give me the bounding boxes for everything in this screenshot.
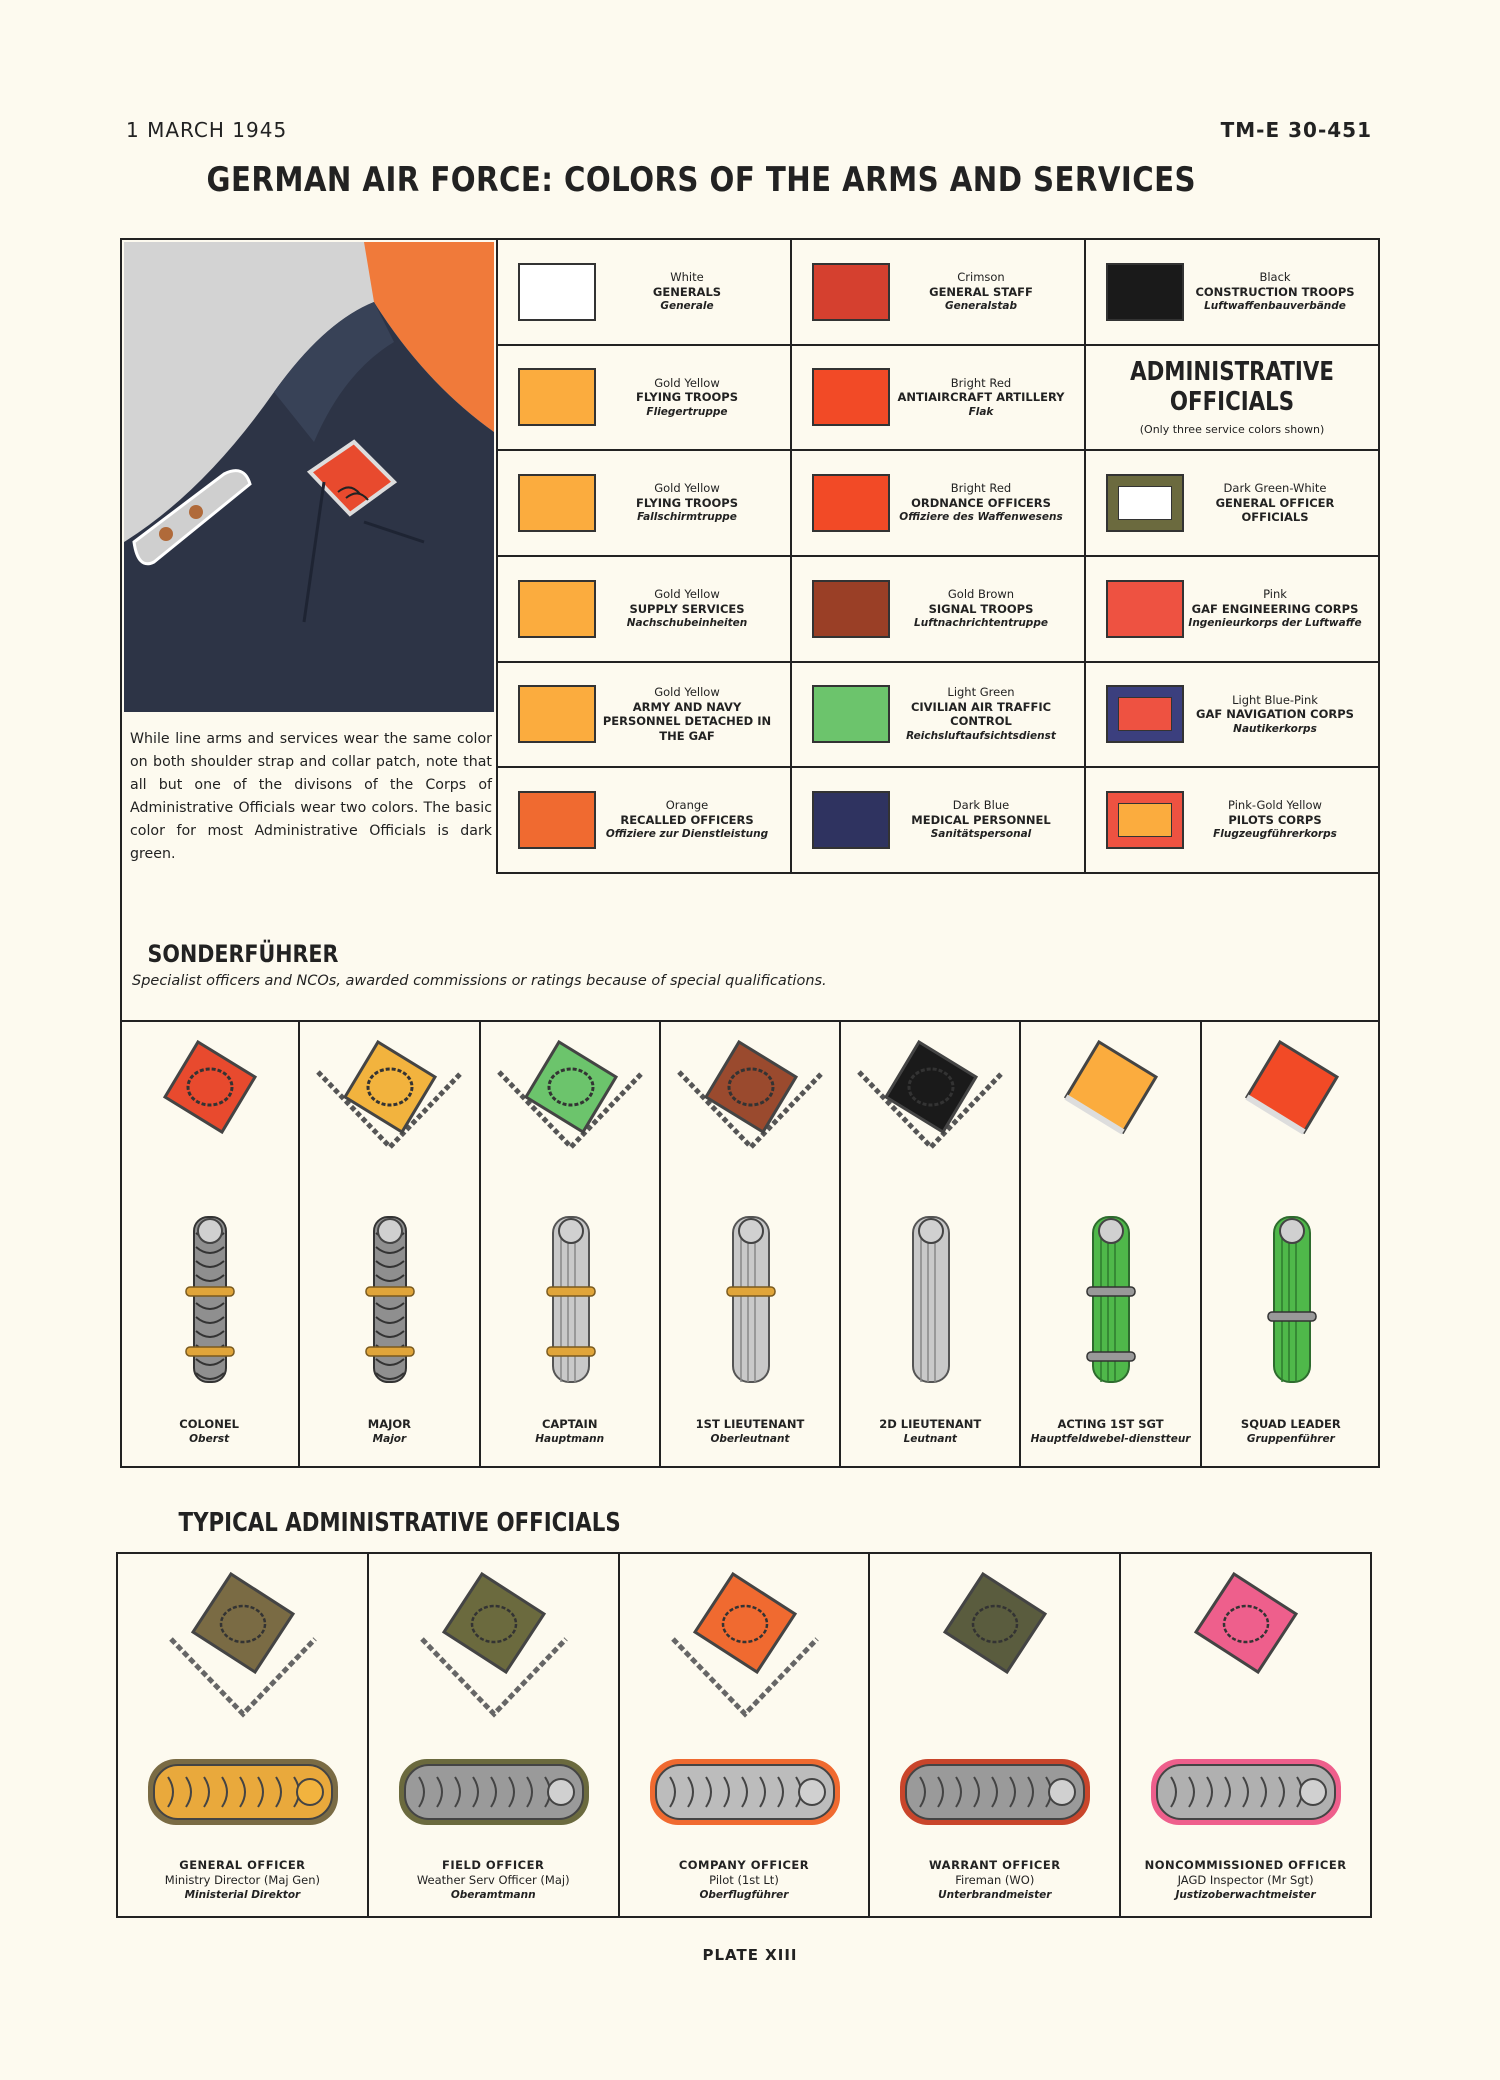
service-german-name: Luftwaffenbauverbände [1204,300,1346,313]
color-name: Bright Red [950,481,1012,496]
rank-english: CAPTAIN [541,1417,598,1431]
color-text [1184,693,1366,737]
rank-english: 1ST LIEUTENANT [695,1417,805,1431]
color-text [596,376,778,420]
administrative-insignia [870,1554,1120,1854]
administrative-title: TYPICAL ADMINISTRATIVE OFFICIALS [178,1508,621,1538]
rank-pip [1087,1352,1135,1361]
color-cell [792,663,1086,769]
strap-button [548,1779,574,1805]
rank-german: Hauptmann [535,1433,605,1445]
rank-pip [547,1347,595,1356]
rank-insignia [300,1022,480,1412]
color-swatch [518,791,596,849]
color-name: Dark Blue [952,798,1010,813]
color-cell [498,768,792,874]
color-text [596,798,778,842]
rank-column [1021,1022,1201,1466]
color-cell [1086,768,1380,874]
color-name: Bright Red [950,375,1012,390]
administrative-label [620,1858,869,1903]
administrative-label [870,1858,1119,1903]
color-text [596,685,778,743]
rank-insignia [1021,1022,1201,1412]
uniform-illustration [124,242,494,712]
service-name: ARMY AND NAVY PERSONNEL DETACHED IN THE GAF [602,699,772,743]
rank-english: ACTING 1ST SGT [1057,1417,1164,1431]
rank-german: Hauptfeldwebel-dienstteur [1030,1433,1191,1445]
intro-paragraph: While line arms and services wear the same color on both shoulder strap and collar patch, note that all but one of the divisons of the Corps of Administrative Officials wear two colors. The basic color for most Administrative Officials is dark green. [130,731,492,862]
service-name: ANTIAIRCRAFT ARTILLERY [897,390,1065,405]
administrative-label [118,1858,367,1903]
rank-english: 2D LIEUTENANT [879,1417,982,1431]
service-name: CIVILIAN AIR TRAFFIC CONTROL [910,699,1052,729]
color-cell [792,768,1086,874]
admin-officials-heading: ADMINISTRATIVE OFFICIALS [1130,357,1334,418]
service-german-name: Sanitätspersonal [930,828,1032,841]
color-name: Black [1259,270,1291,285]
rank-pip [366,1347,414,1356]
color-name: Pink-Gold Yellow [1228,798,1322,813]
rank-insignia [481,1022,661,1412]
collar-patch [1066,1042,1156,1132]
color-name: Gold Brown [947,587,1015,602]
color-text [890,587,1072,631]
administrative-label [369,1858,618,1903]
strap-button [559,1219,583,1243]
rank-label [120,1417,298,1447]
rank-pip [186,1347,234,1356]
administrative-german: Oberamtmann [450,1889,536,1901]
color-text [890,685,1072,743]
rank-english: COLONEL [179,1417,239,1431]
rank-german: Oberst [189,1433,230,1445]
service-german-name: Offiziere des Waffenwesens [899,511,1063,524]
strap-button [1049,1779,1075,1805]
administrative-rank: Weather Serv Officer (Maj) [416,1873,570,1887]
administrative-label [1121,1858,1370,1903]
service-name: FLYING TROOPS [635,390,739,405]
collar-patch [345,1042,435,1132]
service-name: GENERAL STAFF [929,284,1033,299]
administrative-column [1121,1554,1372,1916]
service-german-name: Luftnachrichtentruppe [914,617,1048,630]
administrative-insignia [620,1554,870,1854]
color-name: White [670,270,704,285]
administrative-rank: Pilot (1st Lt) [709,1873,779,1887]
color-name: Light Green [947,685,1015,700]
inner-color-swatch [1118,486,1172,520]
color-text [890,481,1072,525]
collar-patch [165,1042,255,1132]
rank-insignia [120,1022,300,1412]
rank-column [841,1022,1021,1466]
service-name: SIGNAL TROOPS [928,601,1034,616]
rank-english: SQUAD LEADER [1240,1417,1341,1431]
inner-color-swatch [1118,697,1172,731]
color-text [1184,587,1366,631]
rank-column [481,1022,661,1466]
service-name: ORDNANCE OFFICERS [911,495,1051,510]
strap-button [919,1219,943,1243]
service-name: RECALLED OFFICERS [620,812,754,827]
service-name: MEDICAL PERSONNEL [911,812,1051,827]
color-swatch [1106,791,1184,849]
color-text [890,270,1072,314]
color-cell [498,451,792,557]
service-name: FLYING TROOPS [635,495,739,510]
service-german-name: Fallschirmtruppe [637,511,737,524]
strap-button [1300,1779,1326,1805]
strap-button [1280,1219,1304,1243]
color-swatch [812,580,890,638]
rank-label [481,1417,659,1447]
color-name: Gold Yellow [654,685,720,700]
color-swatch [1106,685,1184,743]
color-text [890,376,1072,420]
administrative-insignia [118,1554,368,1854]
color-name: Gold Yellow [654,481,720,496]
color-swatch [518,474,596,532]
rank-english: MAJOR [367,1417,412,1431]
collar-patch [526,1042,616,1132]
service-name: PILOTS CORPS [1228,812,1322,827]
color-name: Gold Yellow [654,375,720,390]
administrative-category: FIELD OFFICER [442,1858,545,1872]
administrative-rank: JAGD Inspector (Mr Sgt) [1177,1873,1314,1887]
collar-patch [1196,1574,1296,1672]
inner-color-swatch [1118,803,1172,837]
rank-german: Gruppenführer [1246,1433,1335,1445]
administrative-column [369,1554,620,1916]
rank-german: Major [372,1433,407,1445]
color-cell [792,346,1086,452]
rank-insignia [1202,1022,1382,1412]
color-swatch [518,368,596,426]
collar-patch [1247,1042,1337,1132]
rank-label [1021,1417,1199,1447]
rank-label [841,1417,1019,1447]
strap-button [799,1779,825,1805]
administrative-category: COMPANY OFFICER [678,1858,810,1872]
sonderfuhrer-ranks [120,1020,1380,1468]
rank-label [661,1417,839,1447]
color-text [1184,481,1366,525]
administrative-german: Justizoberwachtmeister [1175,1889,1316,1901]
collar-patch [444,1574,544,1672]
color-swatch [1106,474,1184,532]
color-swatch [812,368,890,426]
color-name: Light Blue-Pink [1232,692,1318,707]
color-name: Gold Yellow [654,587,720,602]
color-text [596,587,778,631]
service-german-name: Fliegertruppe [646,405,728,418]
color-cell [1086,451,1380,557]
service-german-name: Flugzeugführerkorps [1213,828,1337,841]
color-swatch [518,685,596,743]
service-german-name: Offiziere zur Dienstleistung [605,828,769,841]
rank-pip [727,1287,775,1296]
color-cell [792,557,1086,663]
color-cell [1086,240,1380,346]
manual-number: TM-E 30-451 [1220,118,1372,142]
rank-label [1202,1417,1380,1447]
color-text [596,270,778,314]
strap-button [739,1219,763,1243]
color-swatch [812,474,890,532]
strap-button [378,1219,402,1243]
color-name: Pink [1263,587,1287,602]
color-swatch [1106,263,1184,321]
color-text [890,798,1072,842]
strap-button [198,1219,222,1243]
administrative-column [118,1554,369,1916]
page-title: GERMAN AIR FORCE: COLORS OF THE ARMS AND SERVICES [206,160,1197,200]
plate-number: PLATE XIII [702,1946,798,1964]
color-cell [1086,557,1380,663]
color-text [596,481,778,525]
color-name: Orange [665,798,709,813]
administrative-insignia [369,1554,619,1854]
document-date: 1 MARCH 1945 [126,118,288,142]
service-name: GAF NAVIGATION CORPS [1196,707,1354,722]
rank-pip [1268,1312,1316,1321]
sonderfuhrer-subtitle: Specialist officers and NCOs, awarded commissions or ratings because of special qualifications. [132,973,827,989]
service-german-name: Generalstab [944,300,1018,313]
service-german-name: Generale [660,300,714,313]
service-name: GAF ENGINEERING CORPS [1191,601,1359,616]
service-german-name: Flak [968,405,994,418]
color-cell [1086,346,1380,452]
color-swatch [812,263,890,321]
collar-patch [193,1574,293,1672]
service-name: SUPPLY SERVICES [629,601,745,616]
color-cell [792,451,1086,557]
service-name: GENERAL OFFICER OFFICIALS [1215,495,1335,525]
color-swatch [1106,580,1184,638]
color-cell [498,346,792,452]
sonderfuhrer-title: SONDERFÜHRER [147,940,339,968]
administrative-items [116,1552,1372,1918]
rank-column [120,1022,300,1466]
service-german-name: Ingenieurkorps der Luftwaffe [1188,617,1362,630]
rank-column [300,1022,480,1466]
administrative-german: Ministerial Direktor [184,1889,301,1901]
admin-officials-note: (Only three service colors shown) [1139,423,1325,437]
color-name: Crimson [957,270,1005,285]
administrative-rank: Ministry Director (Maj Gen) [164,1873,320,1887]
collar-patch [945,1574,1045,1672]
rank-pip [186,1287,234,1296]
rank-column [1202,1022,1380,1466]
rank-column [661,1022,841,1466]
rank-pip [366,1287,414,1296]
collar-patch [695,1574,795,1672]
color-swatch [518,263,596,321]
service-color-grid [496,238,1380,874]
administrative-rank: Fireman (WO) [955,1873,1035,1887]
service-name: CONSTRUCTION TROOPS [1195,284,1355,299]
color-cell [792,240,1086,346]
color-text [1184,798,1366,842]
color-name: Dark Green-White [1223,481,1327,496]
color-cell [498,240,792,346]
strap-button [1099,1219,1123,1243]
color-cell [1086,663,1380,769]
service-german-name: Reichsluftaufsichtsdienst [906,729,1056,742]
rank-german: Leutnant [903,1433,957,1445]
service-german-name: Nachschubeinheiten [626,617,748,630]
service-german-name: Nautikerkorps [1233,722,1317,735]
rank-german: Oberleutnant [710,1433,790,1445]
rank-insignia [661,1022,841,1412]
service-name: GENERALS [652,284,722,299]
administrative-category: WARRANT OFFICER [929,1858,1061,1872]
rank-pip [547,1287,595,1296]
administrative-category: NONCOMMISSIONED OFFICER [1144,1858,1347,1872]
collar-patch [706,1042,796,1132]
administrative-category: GENERAL OFFICER [179,1858,306,1872]
color-swatch [518,580,596,638]
collar-patch [886,1042,976,1132]
color-cell [498,663,792,769]
color-text [1184,270,1366,314]
administrative-german: Oberflugführer [699,1889,789,1901]
administrative-insignia [1121,1554,1371,1854]
strap-button [297,1779,323,1805]
color-cell [498,557,792,663]
color-swatch [812,791,890,849]
rank-insignia [841,1022,1021,1412]
rank-pip [1087,1287,1135,1296]
administrative-column [870,1554,1121,1916]
rank-label [300,1417,478,1447]
color-swatch [812,685,890,743]
administrative-column [620,1554,871,1916]
administrative-german: Unterbrandmeister [938,1889,1052,1901]
